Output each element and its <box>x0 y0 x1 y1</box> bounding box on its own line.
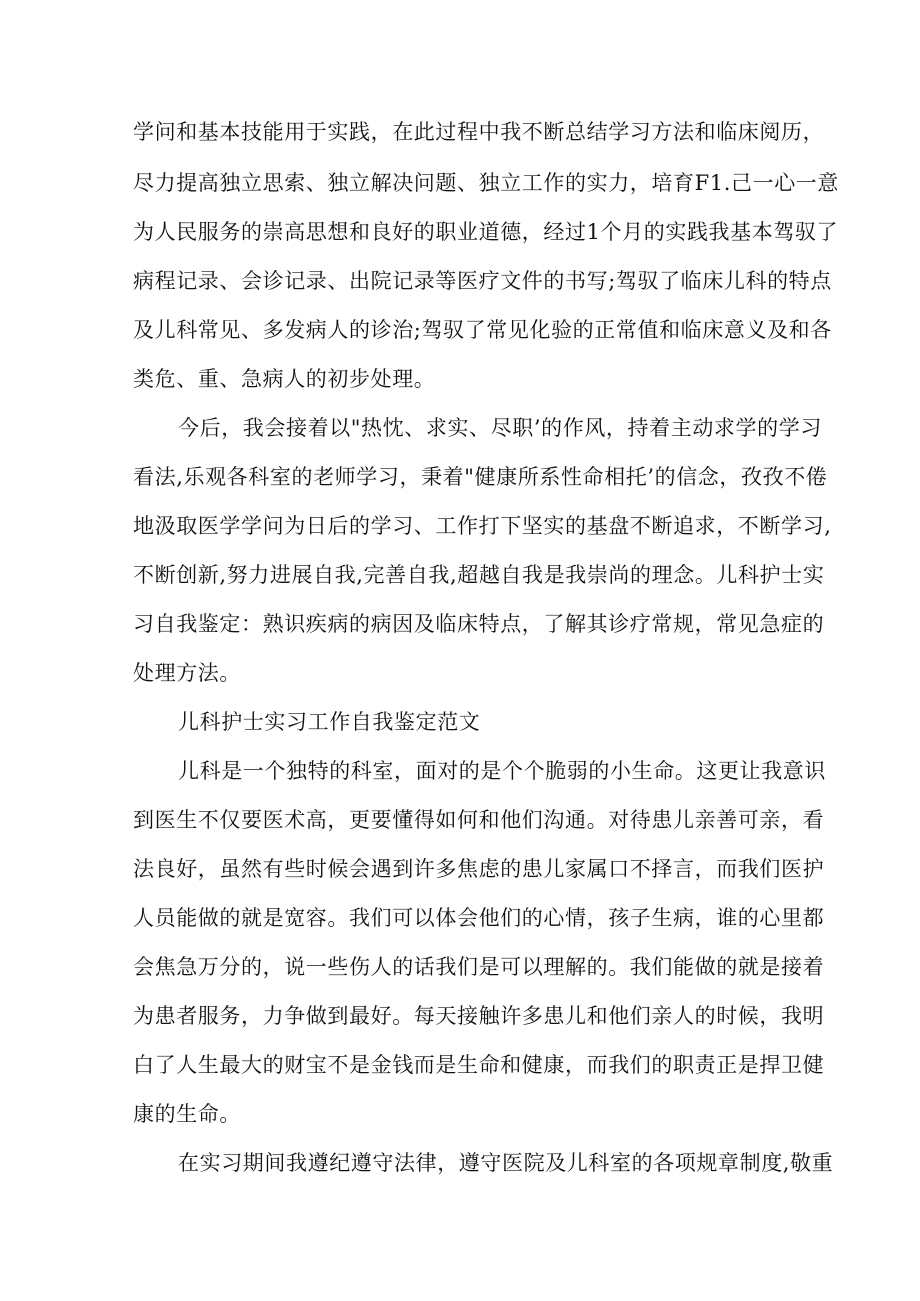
text-line: 病程记录、会诊记录、出院记录等医疗文件的书写;驾驭了临床儿科的特点 <box>133 269 832 293</box>
paragraph-start-line: 今后，我会接着以"热忱、求实、尽职’的作风，持着主动求学的学习 <box>178 416 822 440</box>
text-line: 法良好，虽然有些时候会遇到许多焦虑的患儿家属口不择言，而我们医护 <box>133 857 825 881</box>
text-line: 看法,乐观各科室的老师学习，秉着"健康所系性命相托’的信念，孜孜不倦 <box>133 465 828 489</box>
text-line: 习自我鉴定：熟识疾病的病因及临床特点，了解其诊疗常规，常见急症的 <box>133 612 825 636</box>
text-line: 到医生不仅要医术高，更要懂得如何和他们沟通。对待患儿亲善可亲，看 <box>133 808 825 832</box>
text-line: 白了人生最大的财宝不是金钱而是生命和健康，而我们的职责正是捍卫健 <box>133 1053 825 1077</box>
text-line: 康的生命。 <box>133 1102 241 1126</box>
paragraph-start-line: 在实习期间我遵纪遵守法律，遵守医院及儿科室的各项规章制度,敬重 <box>178 1151 834 1175</box>
text-line: 及儿科常见、多发病人的诊治;驾驭了常见化验的正常值和临床意义及和各 <box>133 318 832 342</box>
text-line: 不断创新,努力进展自我,完善自我,超越自我是我崇尚的理念。儿科护士实 <box>133 563 825 587</box>
text-line: 处理方法。 <box>133 661 241 685</box>
text-line: 地汲取医学学问为日后的学习、工作打下坚实的基盘不断追求，不断学习, <box>133 514 832 538</box>
text-line: 会焦急万分的，说一些伤人的话我们是可以理解的。我们能做的就是接着 <box>133 955 825 979</box>
text-line: 学问和基本技能用于实践，在此过程中我不断总结学习方法和临床阅历， <box>133 120 825 144</box>
text-line: 人员能做的就是宽容。我们可以体会他们的心情，孩子生病，谁的心里都 <box>133 906 825 930</box>
section-heading: 儿科护士实习工作自我鉴定范文 <box>178 710 481 734</box>
text-line: 尽力提高独立思索、独立解决问题、独立工作的实力，培育F1.己一心一意 <box>133 171 840 195</box>
text-line: 为人民服务的崇高思想和良好的职业道德，经过1个月的实践我基本驾驭了 <box>133 220 839 244</box>
text-line: 为患者服务，力争做到最好。每天接触许多患儿和他们亲人的时候，我明 <box>133 1004 825 1028</box>
text-line: 类危、重、急病人的初步处理。 <box>133 367 436 391</box>
paragraph-start-line: 儿科是一个独特的科室，面对的是个个脆弱的小生命。这更让我意识 <box>178 759 826 783</box>
